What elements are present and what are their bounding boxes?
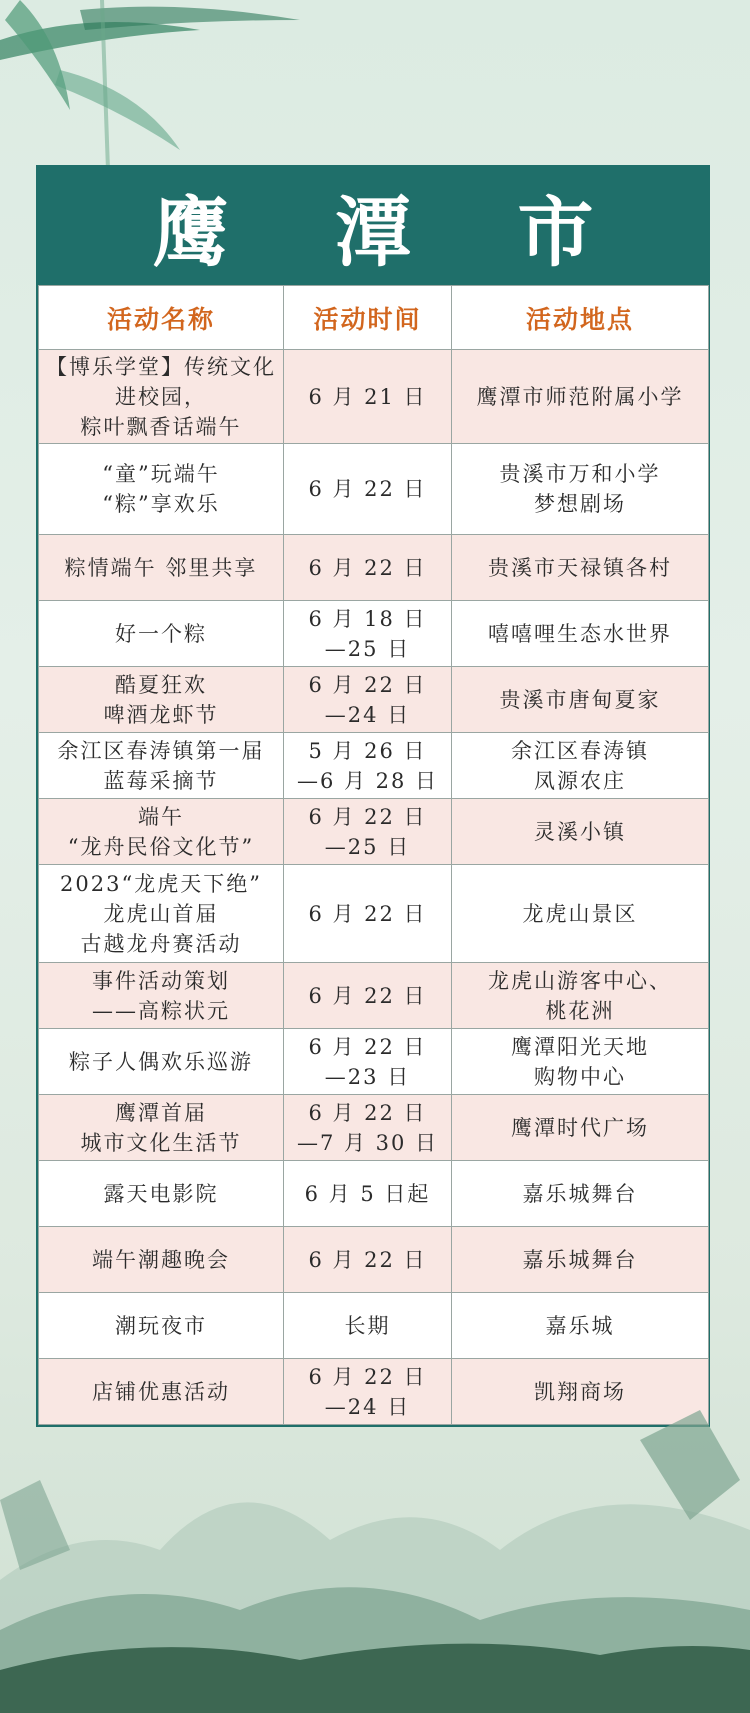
page-title: 鹰 潭 市: [38, 167, 708, 285]
activity-time: 6 月 22 日: [284, 535, 452, 601]
bamboo-leaves-decoration: [0, 0, 320, 170]
activity-name: “童”玩端午 “粽”享欢乐: [39, 444, 284, 535]
activity-place: 贵溪市万和小学 梦想剧场: [452, 444, 709, 535]
header-activity-place: 活动地点: [452, 286, 709, 350]
activity-name: 端午潮趣晚会: [39, 1227, 284, 1293]
activity-time: 6 月 22 日 —25 日: [284, 799, 452, 865]
activity-name: 【博乐学堂】传统文化 进校园， 粽叶飘香话端午: [39, 350, 284, 444]
activity-place: 贵溪市天禄镇各村: [452, 535, 709, 601]
table-row: [39, 601, 709, 667]
activity-place: 鹰潭时代广场: [452, 1095, 709, 1161]
activity-time: 6 月 18 日 —25 日: [284, 601, 452, 667]
activity-time: 6 月 22 日: [284, 865, 452, 963]
activity-place: 鹰潭阳光天地 购物中心: [452, 1029, 709, 1095]
activity-name: 余江区春涛镇第一届 蓝莓采摘节: [39, 733, 284, 799]
activity-place: 凯翔商场: [452, 1359, 709, 1425]
activity-name: 粽情端午 邻里共享: [39, 535, 284, 601]
table-row: [39, 733, 709, 799]
activity-place: 嘉乐城: [452, 1293, 709, 1359]
activity-place: 嘻嘻哩生态水世界: [452, 601, 709, 667]
activity-card: [36, 165, 710, 1427]
table-row: [39, 667, 709, 733]
activity-table: [38, 285, 709, 1425]
activity-time: 6 月 22 日 —23 日: [284, 1029, 452, 1095]
activity-place: 嘉乐城舞台: [452, 1227, 709, 1293]
table-row: [39, 1029, 709, 1095]
activity-time: 6 月 22 日: [284, 963, 452, 1029]
table-row: [39, 1095, 709, 1161]
activity-place: 龙虎山游客中心、 桃花洲: [452, 963, 709, 1029]
table-row: [39, 865, 709, 963]
header-activity-name: 活动名称: [39, 286, 284, 350]
activity-time: 6 月 22 日 —24 日: [284, 667, 452, 733]
activity-name: 粽子人偶欢乐巡游: [39, 1029, 284, 1095]
activity-name: 潮玩夜市: [39, 1293, 284, 1359]
activity-time: 6 月 21 日: [284, 350, 452, 444]
activity-time: 5 月 26 日 —6 月 28 日: [284, 733, 452, 799]
activity-place: 嘉乐城舞台: [452, 1161, 709, 1227]
table-row: [39, 1161, 709, 1227]
activity-name: 鹰潭首届 城市文化生活节: [39, 1095, 284, 1161]
activity-name: 2023“龙虎天下绝” 龙虎山首届 古越龙舟赛活动: [39, 865, 284, 963]
activity-place: 鹰潭市师范附属小学: [452, 350, 709, 444]
table-row: [39, 799, 709, 865]
table-row: [39, 963, 709, 1029]
activity-name: 端午 “龙舟民俗文化节”: [39, 799, 284, 865]
activity-time: 6 月 22 日: [284, 444, 452, 535]
activity-name: 露天电影院: [39, 1161, 284, 1227]
activity-time: 6 月 22 日 —24 日: [284, 1359, 452, 1425]
table-header-row: [39, 286, 709, 350]
activity-name: 店铺优惠活动: [39, 1359, 284, 1425]
activity-place: 余江区春涛镇 凤源农庄: [452, 733, 709, 799]
table-row: [39, 1293, 709, 1359]
table-row: [39, 444, 709, 535]
table-row: [39, 1227, 709, 1293]
activity-place: 灵溪小镇: [452, 799, 709, 865]
activity-name: 酷夏狂欢 啤酒龙虾节: [39, 667, 284, 733]
mountain-scenery-decoration: [0, 1400, 750, 1713]
table-row: [39, 535, 709, 601]
activity-place: 龙虎山景区: [452, 865, 709, 963]
header-activity-time: 活动时间: [284, 286, 452, 350]
activity-place: 贵溪市唐甸夏家: [452, 667, 709, 733]
activity-name: 好一个粽: [39, 601, 284, 667]
table-row: [39, 350, 709, 444]
activity-time: 长期: [284, 1293, 452, 1359]
activity-name: 事件活动策划 ——高粽状元: [39, 963, 284, 1029]
activity-time: 6 月 22 日: [284, 1227, 452, 1293]
activity-time: 6 月 22 日 —7 月 30 日: [284, 1095, 452, 1161]
activity-time: 6 月 5 日起: [284, 1161, 452, 1227]
